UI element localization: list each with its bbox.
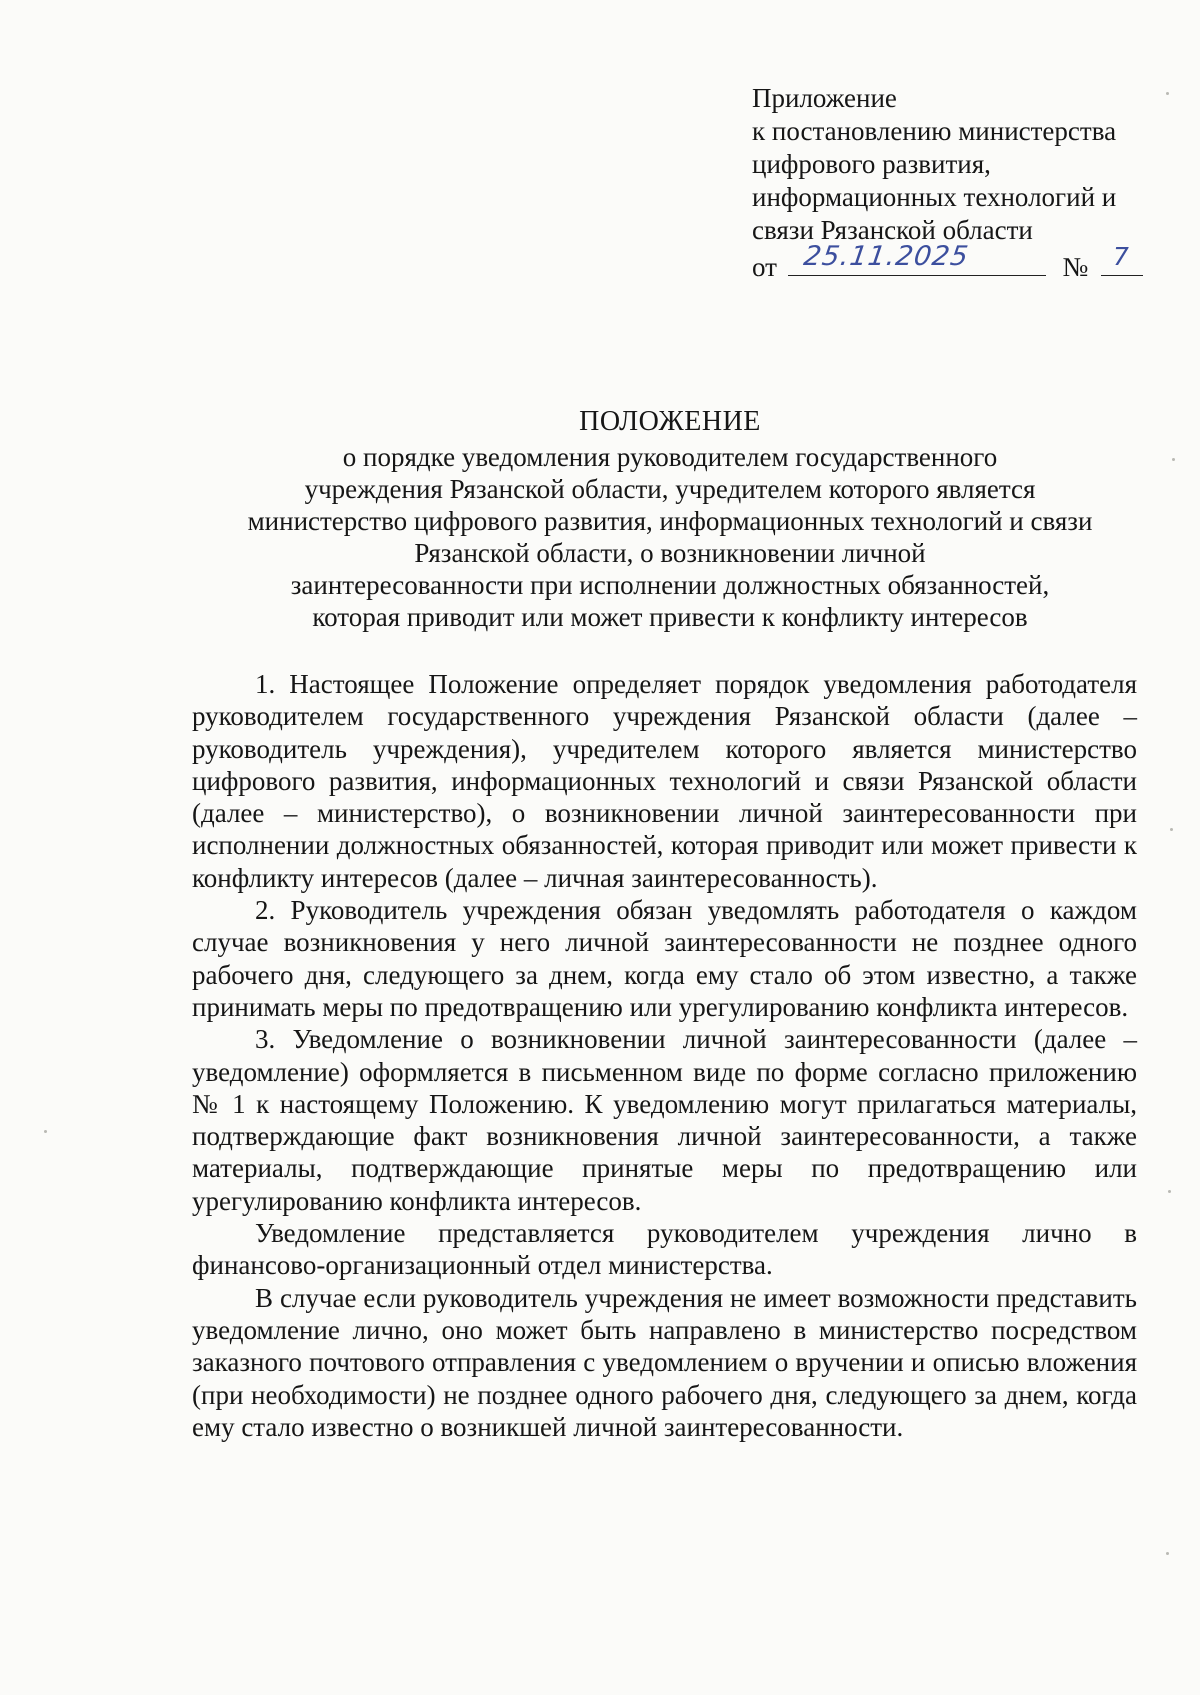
subtitle-line: министерство цифрового развития, информационных технологий и связи [247,506,1093,536]
date-prefix: от [752,252,777,282]
number-prefix: № [1062,252,1089,282]
handwritten-date: 25.11.2025 [801,241,971,272]
date-blank [788,241,1046,276]
appendix-line: к постановлению министерства [752,116,1117,146]
document-body [192,668,1137,1443]
handwritten-number: 7 [1112,242,1130,271]
body-paragraph: 2. Руководитель учреждения обязан уведомлять работодателя о каждом случае возникновения у него личной заинтересованности не позднее одного рабочего дня, следующего за днем, когда ему стало об этом известно, а также принимать меры по предотвращению или урегулированию конфликта интересов. [192,895,1137,1022]
subtitle-line: заинтересованности при исполнении должностных обязанностей, [290,570,1050,600]
document-title: ПОЛОЖЕНИЕ [579,406,761,437]
appendix-date-line [752,241,1152,284]
appendix-line: информационных технологий и [752,182,1117,212]
appendix-header [752,82,1152,284]
title-block [180,405,1160,633]
appendix-line: связи Рязанской области [752,215,1033,245]
scan-speck [1168,1190,1171,1193]
number-blank [1101,242,1143,276]
scan-speck [1170,828,1173,831]
body-paragraph: Уведомление представляется руководителем учреждения лично в финансово-организационный отдел министерства. [192,1218,1137,1281]
subtitle-line: которая приводит или может привести к конфликту интересов [312,602,1028,632]
appendix-line: цифрового развития, [752,149,991,179]
body-paragraph: 3. Уведомление о возникновении личной заинтересованности (далее – уведомление) оформляется в письменном виде по форме согласно приложению № 1 к настоящему Положению. К уведомлению могут прилагаться материалы, подтверждающие факт возникновения личной заинтересованности, а также материалы, подтверждающие принятые меры по предотвращению или урегулированию конфликта интересов. [192,1024,1137,1216]
scan-speck [1166,92,1169,95]
scan-speck [44,1130,47,1133]
subtitle-line: Рязанской области, о возникновении личной [414,538,926,568]
subtitle-line: учреждения Рязанской области, учредителем которого является [304,474,1036,504]
scan-speck [1166,1552,1169,1555]
body-paragraph: В случае если руководитель учреждения не имеет возможности представить уведомление лично, оно может быть направлено в министерство посредством заказного почтового отправления с уведомлением о вручении и описью вложения (при необходимости) не позднее одного рабочего дня, следующего за днем, когда ему стало известно о возникшей личной заинтересованности. [192,1282,1137,1442]
appendix-line: Приложение [752,83,897,113]
subtitle-line: о порядке уведомления руководителем государственного [342,442,998,472]
body-paragraph: 1. Настоящее Положение определяет порядок уведомления работодателя руководителем государственного учреждения Рязанской области (далее – руководитель учреждения), учредителем которого является министерство цифрового развития, информационных технологий и связи Рязанской области (далее – министерство), о возникновении личной заинтересованности при исполнении должностных обязанностей, которая приводит или может привести к конфликту интересов (далее – личная заинтересованность). [192,669,1137,893]
scan-speck [1172,458,1175,461]
